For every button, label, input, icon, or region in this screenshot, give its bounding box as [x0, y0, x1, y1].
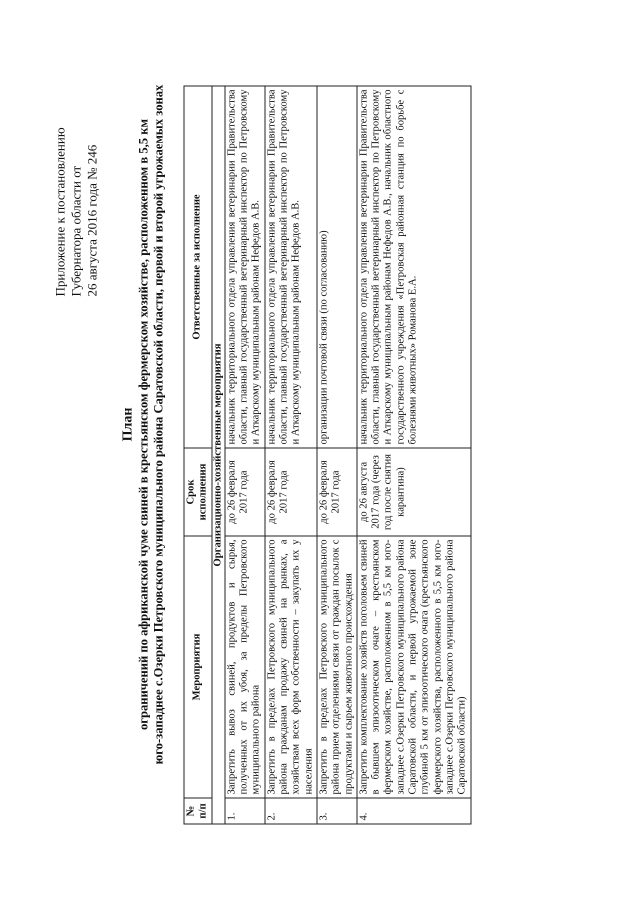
appendix-line-1: Приложение к постановлению: [52, 127, 68, 297]
row-num: 1.: [225, 798, 265, 824]
table-row: [317, 86, 357, 824]
row-responsible: организации почтовой связи (по согласованию): [317, 86, 357, 448]
row-measure: Запретить в пределах Петровского муниципального района прием отделениями связи от граждан посылок с продуктами и сырьем животного происхождения: [317, 536, 357, 798]
header-deadline: Срок исполнения: [184, 448, 212, 536]
row-deadline: до 26 августа 2017 года (через год после снятия карантина): [357, 448, 471, 536]
table-row: [265, 86, 317, 824]
document-title: [121, 25, 167, 825]
appendix-line-2: Губернатора области от: [68, 165, 84, 297]
title-line-1: ограничений по африканской чуме свиней в крестьянском фермерском хозяйстве, расположенном в 5,5 км: [136, 118, 151, 731]
rotated-page: [1, 0, 640, 905]
row-deadline: до 26 февраля 2017 года: [225, 448, 265, 536]
measures-table: [184, 86, 472, 825]
header-num: № п/п: [184, 798, 212, 824]
row-measure: Запретить в пределах Петровского муниципального района гражданам продажу свиней на рынках, а хозяйствам всех форм собственности – закупать их у населения: [265, 536, 317, 798]
section-title: Организационно-хозяйственные мероприятия: [212, 86, 225, 824]
row-deadline: до 26 февраля 2017 года: [317, 448, 357, 536]
appendix-line-3: 26 августа 2016 года № 246: [84, 144, 100, 297]
table-row: [225, 86, 265, 824]
row-responsible: начальник территориального отдела управления ветеринарии Правительства области, главный государственный ветеринарный инспектор по Петровскому и Аткарскому муниципальным районам Нефедов А.В.: [265, 86, 317, 448]
row-num: 4.: [357, 798, 471, 824]
appendix-block: [53, 37, 101, 297]
section-row: [212, 86, 225, 824]
table-row: [357, 86, 471, 824]
row-measure: Запретить вывоз свиней, продуктов и сырья, полученных от их убоя, за пределы Петровского муниципального района: [225, 536, 265, 798]
title-line-2: юго-западнее с.Озерки Петровского муниципального района Саратовской области, первой и второй угрожаемых зонах: [151, 84, 166, 765]
row-responsible: начальник территориального отдела управления ветеринарии Правительства области, главный государственный ветеринарный инспектор по Петровскому и Аткарскому муниципальным районам Нефедов А.В., начальник областного государственного учреждения «Петровская районная станция по борьбе с болезнями животных» Романова Е.А.: [357, 86, 471, 448]
header-measures: Мероприятия: [184, 536, 212, 798]
row-measure: Запретить комплектование хозяйств поголовьем свиней в бывшем эпизоотическом очаге – крестьянском фермерском хозяйстве, расположенном в 5,5 км юго-западнее с.Озерки Петровского муниципального района Саратовской области, и первой угрожаемой зоне глубиной 5 км от эпизоотического очага (крестьянского фермерского хозяйства, расположенного в 5,5 км юго-западнее с.Озерки Петровского муниципального района Саратовской области): [357, 536, 471, 798]
row-responsible: начальник территориального отдела управления ветеринарии Правительства области, главный государственный ветеринарный инспектор по Петровскому и Аткарскому муниципальным районам Нефедов А.В.: [225, 86, 265, 448]
title-heading: План: [120, 407, 136, 442]
header-responsible: Ответственные за исполнение: [184, 86, 212, 448]
table-header-row: [184, 86, 212, 824]
row-num: 2.: [265, 798, 317, 824]
row-num: 3.: [317, 798, 357, 824]
row-deadline: до 26 февраля 2017 года: [265, 448, 317, 536]
